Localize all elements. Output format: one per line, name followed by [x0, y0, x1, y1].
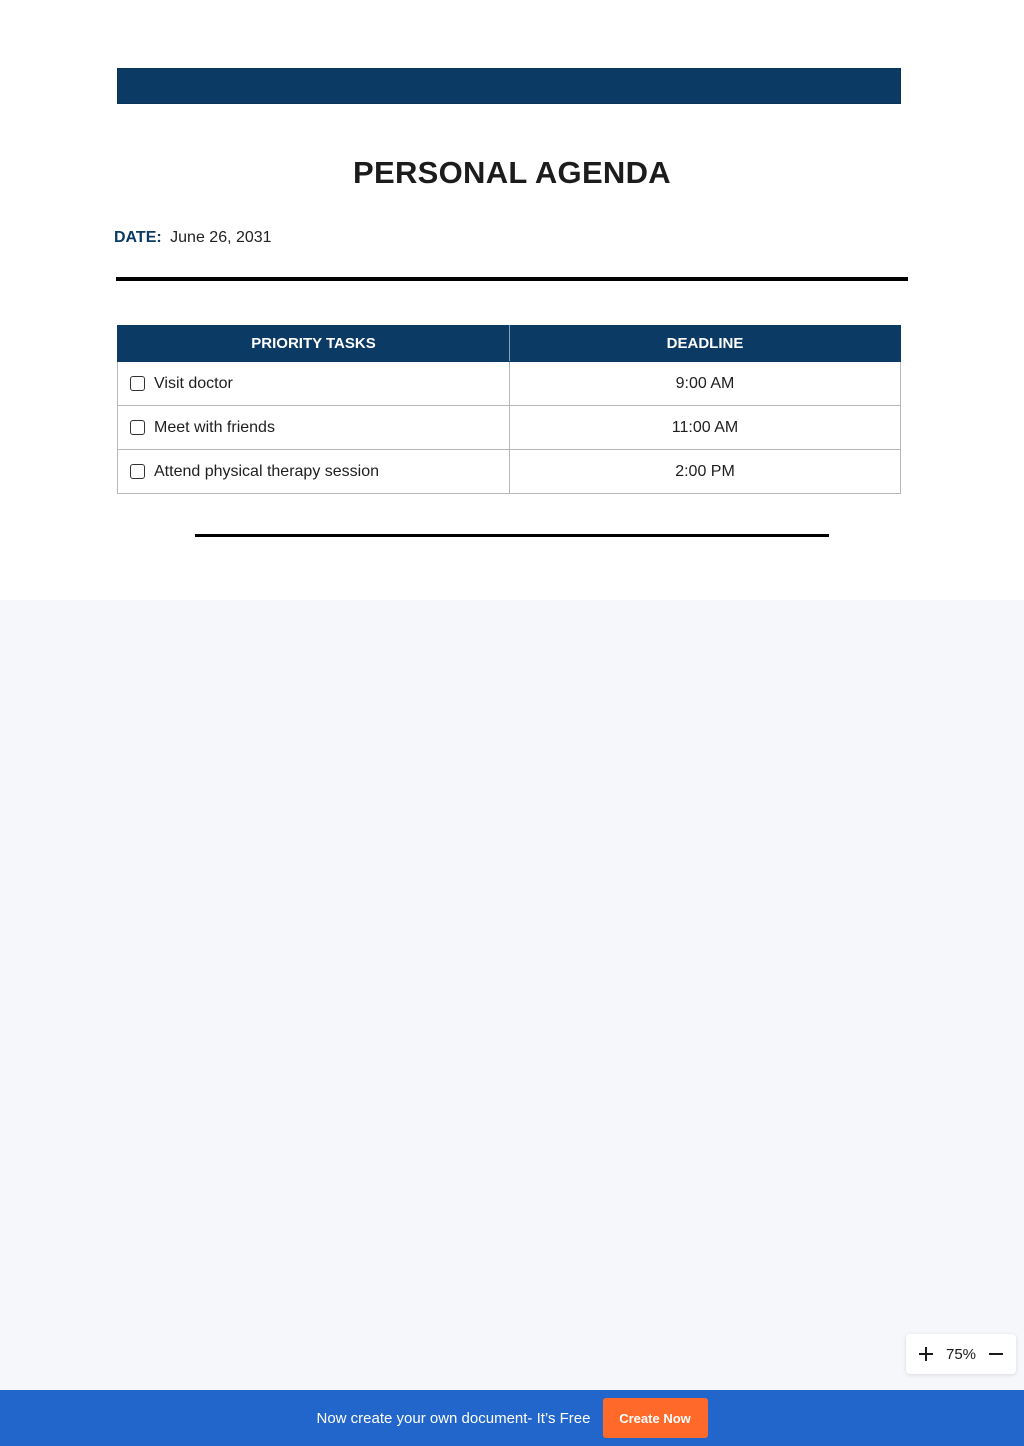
deadline-cell: 2:00 PM [510, 450, 901, 494]
task-cell [118, 450, 510, 494]
task-cell [118, 406, 510, 450]
document-title: PERSONAL AGENDA [353, 155, 671, 190]
task-checkbox[interactable] [130, 376, 145, 391]
date-value: June 26, 2031 [170, 229, 272, 246]
top-divider [116, 277, 908, 281]
table-row [118, 450, 901, 494]
bottom-divider [195, 534, 829, 537]
task-checkbox[interactable] [130, 464, 145, 479]
cta-footer-bar [0, 1390, 1024, 1446]
task-label: Visit doctor [154, 374, 233, 392]
date-label: DATE: [114, 229, 162, 246]
task-checkbox[interactable] [130, 420, 145, 435]
task-label: Meet with friends [154, 418, 275, 436]
zoom-in-icon[interactable] [917, 1345, 935, 1363]
zoom-control [906, 1334, 1016, 1374]
priority-tasks-header: PRIORITY TASKS [118, 326, 510, 362]
zoom-level: 75% [945, 1345, 977, 1363]
date-row [114, 229, 272, 247]
table-row [118, 406, 901, 450]
table-header-row [118, 326, 901, 362]
deadline-cell: 11:00 AM [510, 406, 901, 450]
task-label: Attend physical therapy session [154, 462, 380, 480]
cta-text: Now create your own document- It’s Free [316, 1409, 591, 1427]
header-banner [117, 68, 901, 104]
table-row [118, 362, 901, 406]
zoom-out-icon[interactable] [987, 1345, 1005, 1363]
deadline-header: DEADLINE [510, 326, 901, 362]
task-cell [118, 362, 510, 406]
document-page [0, 0, 1024, 600]
create-now-button[interactable]: Create Now [603, 1398, 708, 1438]
agenda-table [117, 325, 901, 494]
deadline-cell: 9:00 AM [510, 362, 901, 406]
